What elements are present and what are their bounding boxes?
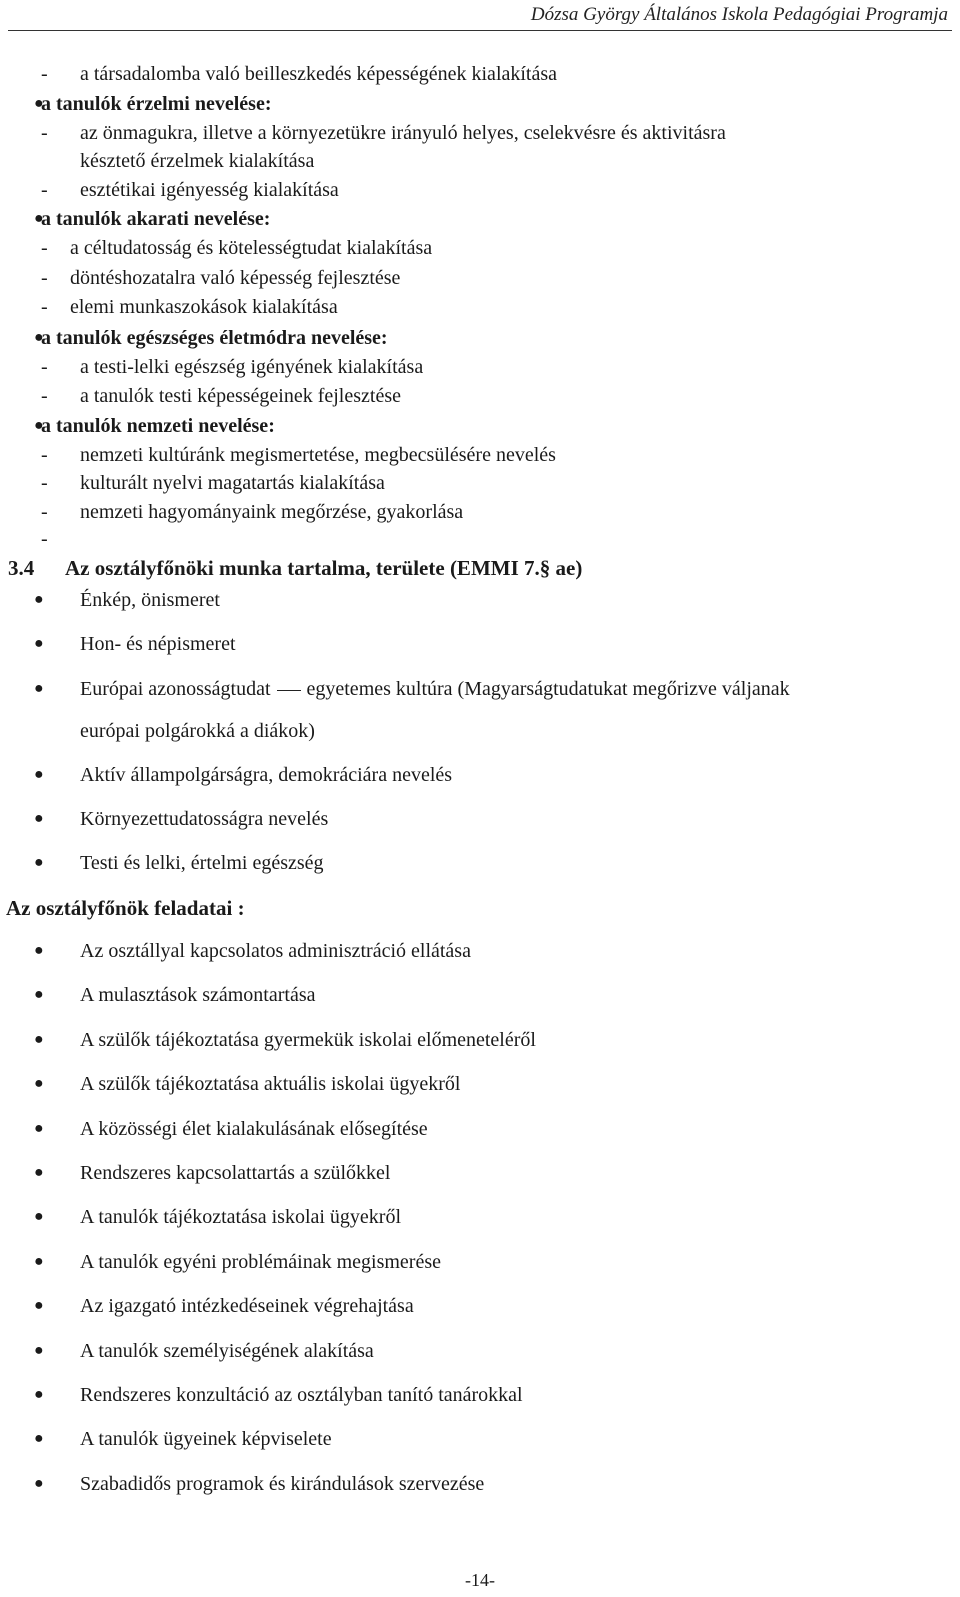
bullet-icon: ● (34, 942, 44, 959)
task-text: A mulasztások számontartása (80, 984, 316, 1006)
bullet-icon: ● (34, 1031, 44, 1048)
header-divider (8, 30, 952, 31)
page-header: Dózsa György Általános Iskola Pedagógiai Programja (530, 4, 948, 25)
task-text: A szülők tájékoztatása gyermekük iskolai előmeneteléről (80, 1029, 536, 1051)
bullet-icon: ● (34, 1342, 44, 1359)
task-text: Az osztállyal kapcsolatos adminisztráció ellátása (80, 940, 471, 962)
page-number: -14- (465, 1570, 495, 1590)
task-text: A tanulók ügyeinek képviselete (80, 1428, 332, 1450)
bullet-icon: ● (34, 1120, 44, 1137)
task-text: A közösségi élet kialakulásának elősegítése (80, 1118, 428, 1140)
bullet-icon: ● (34, 1075, 44, 1092)
bullet-icon: ● (34, 1475, 44, 1492)
bullet-icon: ● (34, 1386, 44, 1403)
task-text: A tanulók egyéni problémáinak megismerése (80, 1251, 442, 1273)
task-text: Rendszeres kapcsolattartás a szülőkkel (80, 1162, 391, 1184)
bullet-icon: ● (34, 1208, 44, 1225)
task-text: Szabadidős programok és kirándulások szervezése (80, 1473, 485, 1495)
task-text: Rendszeres konzultáció az osztályban tanító tanárokkal (80, 1384, 523, 1406)
task-text: A tanulók személyiségének alakítása (80, 1340, 374, 1362)
bullet-icon: ● (34, 1164, 44, 1181)
em-dash-rule (277, 690, 301, 691)
bullet-icon: ● (34, 1253, 44, 1270)
task-text: A szülők tájékoztatása aktuális iskolai ügyekről (80, 1073, 461, 1095)
bullet-icon: ● (34, 1430, 44, 1447)
task-text: A tanulók tájékoztatása iskolai ügyekről (80, 1206, 402, 1228)
task-text: Az igazgató intézkedéseinek végrehajtása (80, 1295, 414, 1317)
bullet-icon: ● (34, 1297, 44, 1314)
bullet-icon: ● (34, 986, 44, 1003)
